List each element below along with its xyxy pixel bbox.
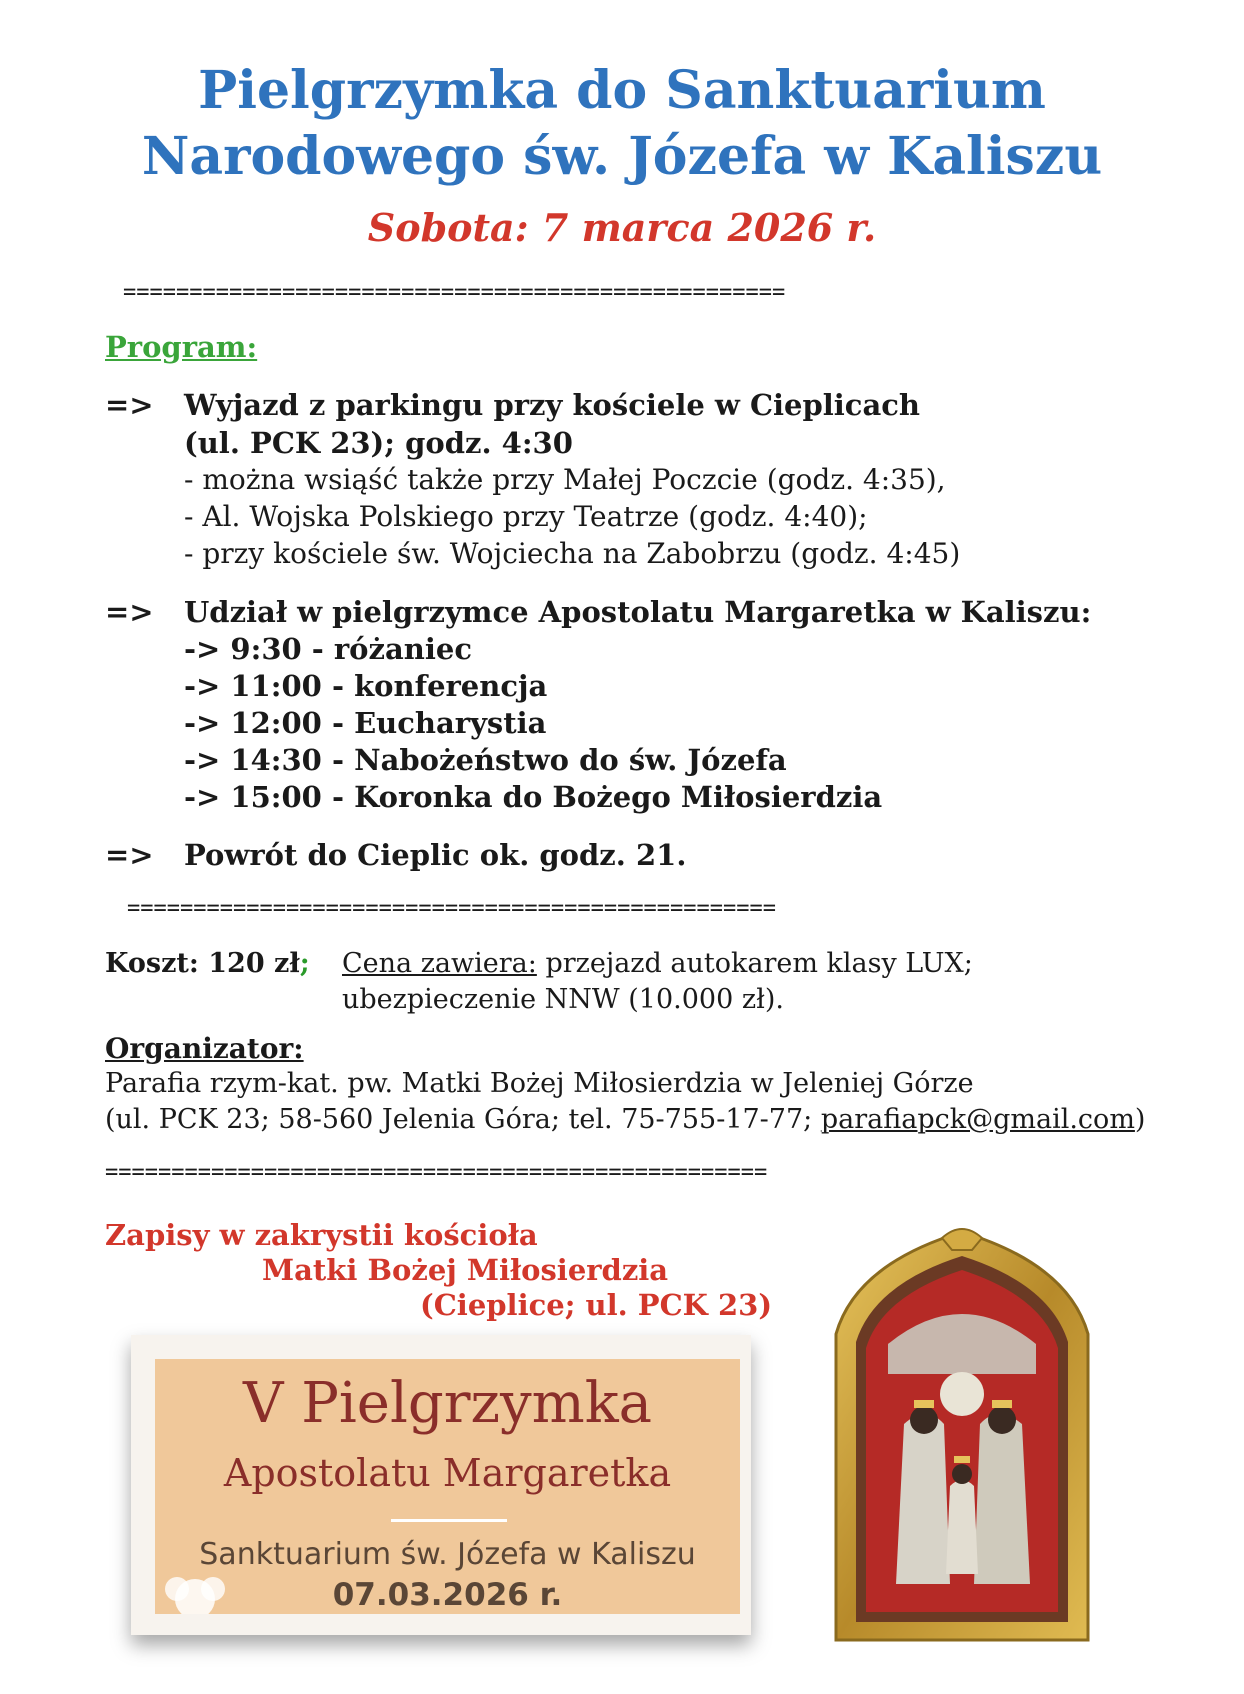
- organizer-line-2: [105, 1104, 1145, 1135]
- pilgrimage-banner: [131, 1335, 751, 1635]
- departure-line-1: Wyjazd z parkingu przy kościele w Cieplicach: [184, 388, 921, 422]
- cost-value: Koszt: 120 zł: [105, 948, 300, 979]
- price-includes-line-2: ubezpieczenie NNW (10.000 zł).: [342, 984, 784, 1015]
- banner-location: Sanktuarium św. Józefa w Kaliszu: [199, 1537, 696, 1572]
- departure-line-2: (ul. PCK 23); godz. 4:30: [184, 426, 573, 460]
- page-title: [0, 58, 1244, 190]
- organizer-address: (ul. PCK 23; 58-560 Jelenia Góra; tel. 75-755-17-77;: [105, 1104, 821, 1135]
- cost-label: [105, 948, 310, 979]
- organizer-line-1: Parafia rzym-kat. pw. Matki Bożej Miłosierdzia w Jeleniej Górze: [105, 1068, 974, 1099]
- schedule-item: -> 11:00 - konferencja: [184, 669, 548, 703]
- stop-item: - przy kościele św. Wojciecha na Zabobrzu (godz. 4:45): [184, 537, 961, 570]
- signup-line-2: Matki Bożej Miłosierdzia: [262, 1253, 669, 1287]
- arrow-marker: =>: [105, 838, 154, 872]
- price-includes-line-1: [342, 948, 973, 979]
- event-date: Sobota: 7 marca 2026 r.: [367, 205, 877, 250]
- price-includes-label: Cena zawiera:: [342, 948, 537, 979]
- cost-semicolon: ;: [299, 948, 310, 979]
- schedule-item: -> 9:30 - różaniec: [184, 632, 472, 666]
- banner-date: 07.03.2026 r.: [332, 1577, 563, 1613]
- participation-line: Udział w pielgrzymce Apostolatu Margaretka w Kaliszu:: [184, 595, 1092, 629]
- schedule-item: -> 14:30 - Nabożeństwo do św. Józefa: [184, 743, 787, 777]
- banner-subtitle: Apostolatu Margaretka: [223, 1451, 672, 1495]
- holy-family-icon-image: [826, 1224, 1098, 1648]
- organizer-close-paren: ): [1134, 1104, 1146, 1135]
- title-line-1: Pielgrzymka do Sanktuarium: [198, 60, 1046, 121]
- program-heading: Program:: [105, 330, 258, 364]
- arrow-marker: =>: [105, 595, 154, 629]
- banner-title: V Pielgrzymka: [242, 1371, 653, 1436]
- price-includes-text: przejazd autokarem klasy LUX;: [536, 948, 973, 979]
- email-link[interactable]: parafiapck@gmail.com: [820, 1104, 1135, 1135]
- schedule-item: -> 12:00 - Eucharystia: [184, 706, 547, 740]
- separator-1: ==================================================: [123, 280, 786, 305]
- separator-3: ==================================================: [105, 1160, 768, 1185]
- signup-line-3: (Cieplice; ul. PCK 23): [420, 1288, 773, 1322]
- holy-family-icon: [826, 1224, 1098, 1648]
- title-line-2: Narodowego św. Józefa w Kaliszu: [141, 126, 1103, 187]
- stop-item: - Al. Wojska Polskiego przy Teatrze (godz. 4:40);: [184, 500, 868, 533]
- return-line: Powrót do Cieplic ok. godz. 21.: [184, 838, 687, 872]
- banner-panel: [155, 1359, 740, 1614]
- signup-line-1: Zapisy w zakrystii kościoła: [105, 1218, 538, 1252]
- arrow-marker: =>: [105, 388, 154, 422]
- schedule-item: -> 15:00 - Koronka do Bożego Miłosierdzia: [184, 780, 883, 814]
- stop-item: - można wsiąść także przy Małej Poczcie (godz. 4:35),: [184, 463, 946, 496]
- flower-decoration-icon: [155, 1559, 235, 1614]
- organizer-heading: Organizator:: [105, 1032, 304, 1065]
- banner-divider: [391, 1519, 507, 1522]
- separator-2: =================================================: [127, 896, 777, 921]
